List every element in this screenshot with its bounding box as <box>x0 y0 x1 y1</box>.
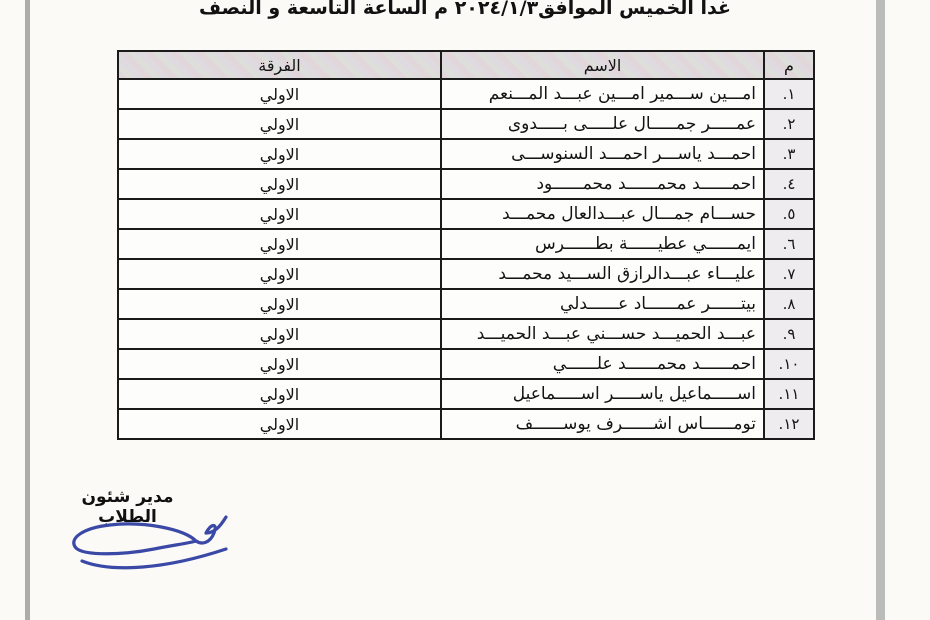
row-number: ١٠. <box>764 349 814 379</box>
student-name: امـــين ســـمير امـــين عبـــد المـــنعم <box>441 79 764 109</box>
signature-stroke <box>196 517 226 543</box>
student-name: اســـــماعيل ياســـــر اســـــماعيل <box>441 379 764 409</box>
student-name: احمــــــد محمــــــد علــــــي <box>441 349 764 379</box>
student-group: الاولي <box>118 199 441 229</box>
table-row <box>118 169 814 199</box>
student-group: الاولي <box>118 379 441 409</box>
table-row <box>118 259 814 289</box>
student-name: عبـــد الحميـــد حســـني عبـــد الحميـــد <box>441 319 764 349</box>
row-number: ٧. <box>764 259 814 289</box>
row-number: ٣. <box>764 139 814 169</box>
student-group: الاولي <box>118 409 441 439</box>
row-number: ٩. <box>764 319 814 349</box>
student-name: احمــــــد محمــــــد محمــــــود <box>441 169 764 199</box>
signature-loop <box>74 524 196 554</box>
table-row <box>118 199 814 229</box>
row-number: ١٢. <box>764 409 814 439</box>
student-roster-table <box>117 50 815 440</box>
student-name: تومــــــاس اشــــــرف يوســــــف <box>441 409 764 439</box>
table-row <box>118 229 814 259</box>
student-name: بيتــــــر عمــــــاد عــــــدلي <box>441 289 764 319</box>
student-name: احمـــد ياســـر احمـــد السنوســـى <box>441 139 764 169</box>
student-name: عليـــاء عبـــدالرازق الســـيد محمـــد <box>441 259 764 289</box>
student-group: الاولي <box>118 319 441 349</box>
table-row <box>118 109 814 139</box>
table-row <box>118 79 814 109</box>
row-number: ٦. <box>764 229 814 259</box>
student-group: الاولي <box>118 259 441 289</box>
document-title: غدا الخميس الموافق٢٠٢٤/١/٣ م الساعة التاسعة و النصف <box>199 0 731 19</box>
student-group: الاولي <box>118 109 441 139</box>
row-number: ٤. <box>764 169 814 199</box>
signature-underline <box>82 549 226 568</box>
scan-edge-left <box>25 0 30 620</box>
table-row <box>118 289 814 319</box>
student-group: الاولي <box>118 169 441 199</box>
student-group: الاولي <box>118 139 441 169</box>
column-header-name: الاسم <box>441 51 764 79</box>
row-number: ١١. <box>764 379 814 409</box>
row-number: ٨. <box>764 289 814 319</box>
column-header-number: م <box>764 51 814 79</box>
student-group: الاولي <box>118 229 441 259</box>
row-number: ٢. <box>764 109 814 139</box>
table-row <box>118 349 814 379</box>
table-row <box>118 319 814 349</box>
table-row <box>118 139 814 169</box>
signer-title: مدير شئون الطلاب <box>81 487 174 527</box>
student-group: الاولي <box>118 289 441 319</box>
table-header-row <box>118 51 814 79</box>
table-row <box>118 409 814 439</box>
student-group: الاولي <box>118 79 441 109</box>
student-name: حســـام جمـــال عبـــدالعال محمـــد <box>441 199 764 229</box>
table-row <box>118 379 814 409</box>
column-header-group: الفرقة <box>118 51 441 79</box>
student-group: الاولي <box>118 349 441 379</box>
signature-scribble <box>48 503 248 578</box>
row-number: ١. <box>764 79 814 109</box>
student-name: ايمــــــي عطيــــــة بطــــــرس <box>441 229 764 259</box>
student-name: عمـــــر جمـــــال علـــــى بـــــدوى <box>441 109 764 139</box>
scan-edge-right <box>876 0 885 620</box>
row-number: ٥. <box>764 199 814 229</box>
